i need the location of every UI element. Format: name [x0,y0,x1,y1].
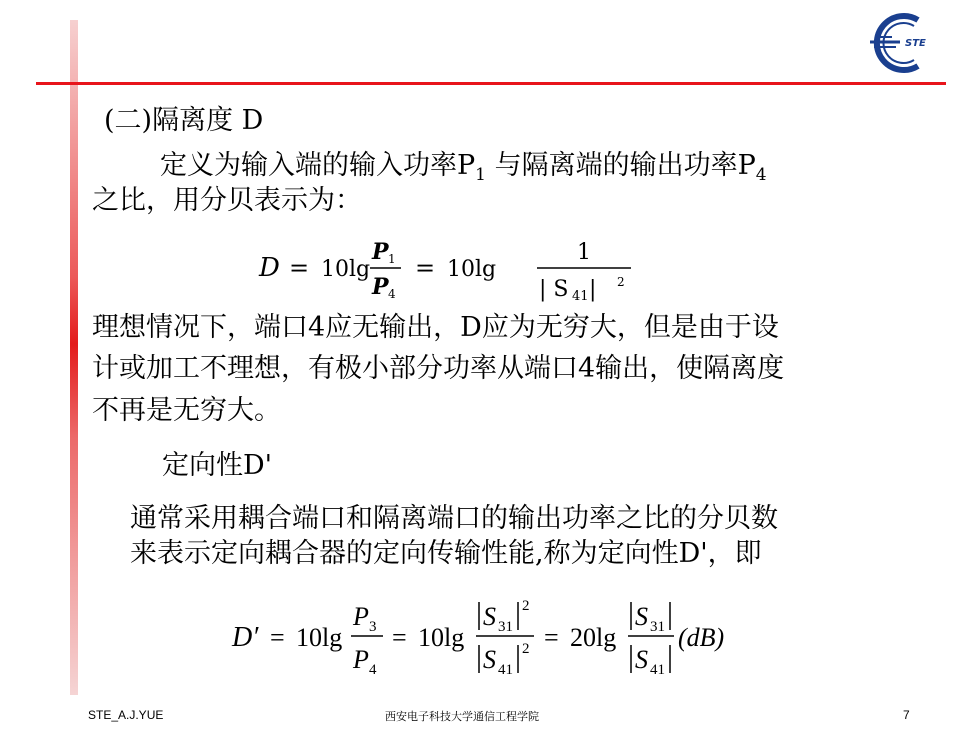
directivity-title: 定向性D' [162,450,273,481]
definition-line-1 [160,149,767,183]
formula2-f3-num-sub: 31 [650,619,665,635]
definition-sub-1: 1 [475,165,486,185]
footer-institution: 西安电子科技大学通信工程学院 [385,710,539,723]
formula2-f1-num: P [353,602,369,631]
formula2-f2-num-exp: 2 [522,598,530,614]
formula2-eq2: = [392,623,407,652]
formula1-num: P [372,239,389,265]
formula1-den-sub: 4 [388,287,396,301]
formula2-f2-den: S [483,645,496,674]
paragraph-1-line-1: 理想情况下，端口4应无输出，D应为无穷大，但是由于设 [92,312,779,343]
formula1-num-sub: 1 [388,252,396,266]
section-title: (二)隔离度 D [104,105,264,136]
formula1-eq2: = [415,254,436,282]
formula1-den2-sub: 41 [572,289,589,304]
formula2-f1-den: P [353,645,369,674]
paragraph-2-line-2: 来表示定向耦合器的定向传输性能,称为定向性D'，即 [130,538,762,569]
formula2-coef1: 10lg [296,623,343,652]
definition-prefix: 定义为输入端的输入功率P [160,150,476,181]
formula2-f2-num: S [483,602,496,631]
paragraph-2-line-1: 通常采用耦合端口和隔离端口的输出功率之比的分贝数 [130,503,778,534]
formula2-lhs: D′ [232,622,259,653]
formula2-f2-den-sub: 41 [498,662,513,678]
formula2-unit: (dB) [678,623,725,652]
footer-author: STE_A.J.YUE [88,708,164,722]
formula2-f1-num-sub: 3 [369,619,377,635]
formula1-coef2: 10lg [447,257,497,282]
logo-text: STE [905,38,926,49]
formula1-den2-end: | [589,277,597,302]
paragraph-1-line-3: 不再是无穷大。 [92,395,281,426]
formula2-f3-num: S [635,602,648,631]
formula2-f2-num-sub: 31 [498,619,513,635]
formula1-lhs: D [259,253,280,283]
formula2-coef3: 20lg [570,623,617,652]
header-divider [36,82,946,85]
ste-logo-icon [866,12,940,74]
paragraph-1-line-2: 计或加工不理想，有极小部分功率从端口4输出，使隔离度 [92,353,785,384]
formula2-eq3: = [544,623,559,652]
formula2-f1-den-sub: 4 [369,662,377,678]
isolation-formula [255,232,655,308]
formula2-f3-den-sub: 41 [650,662,665,678]
formula2-eq: = [270,623,285,652]
formula2-coef2: 10lg [418,623,465,652]
definition-line-2: 之比，用分贝表示为： [92,185,362,216]
directivity-formula [228,588,788,686]
footer-page-number: 7 [903,708,910,722]
formula1-num2: 1 [577,240,591,265]
formula1-den: P [372,274,389,300]
formula1-den2-exp: 2 [617,275,625,289]
definition-mid: 与隔离端的输出功率P [486,150,756,181]
formula2-f2-den-exp: 2 [522,641,530,657]
formula1-coef: 10lg [321,257,371,282]
definition-sub-2: 4 [755,165,767,185]
formula1-den2: | S [539,277,569,302]
formula1-eq: = [289,254,310,282]
left-accent-bar [70,20,78,695]
formula2-f3-den: S [635,645,648,674]
